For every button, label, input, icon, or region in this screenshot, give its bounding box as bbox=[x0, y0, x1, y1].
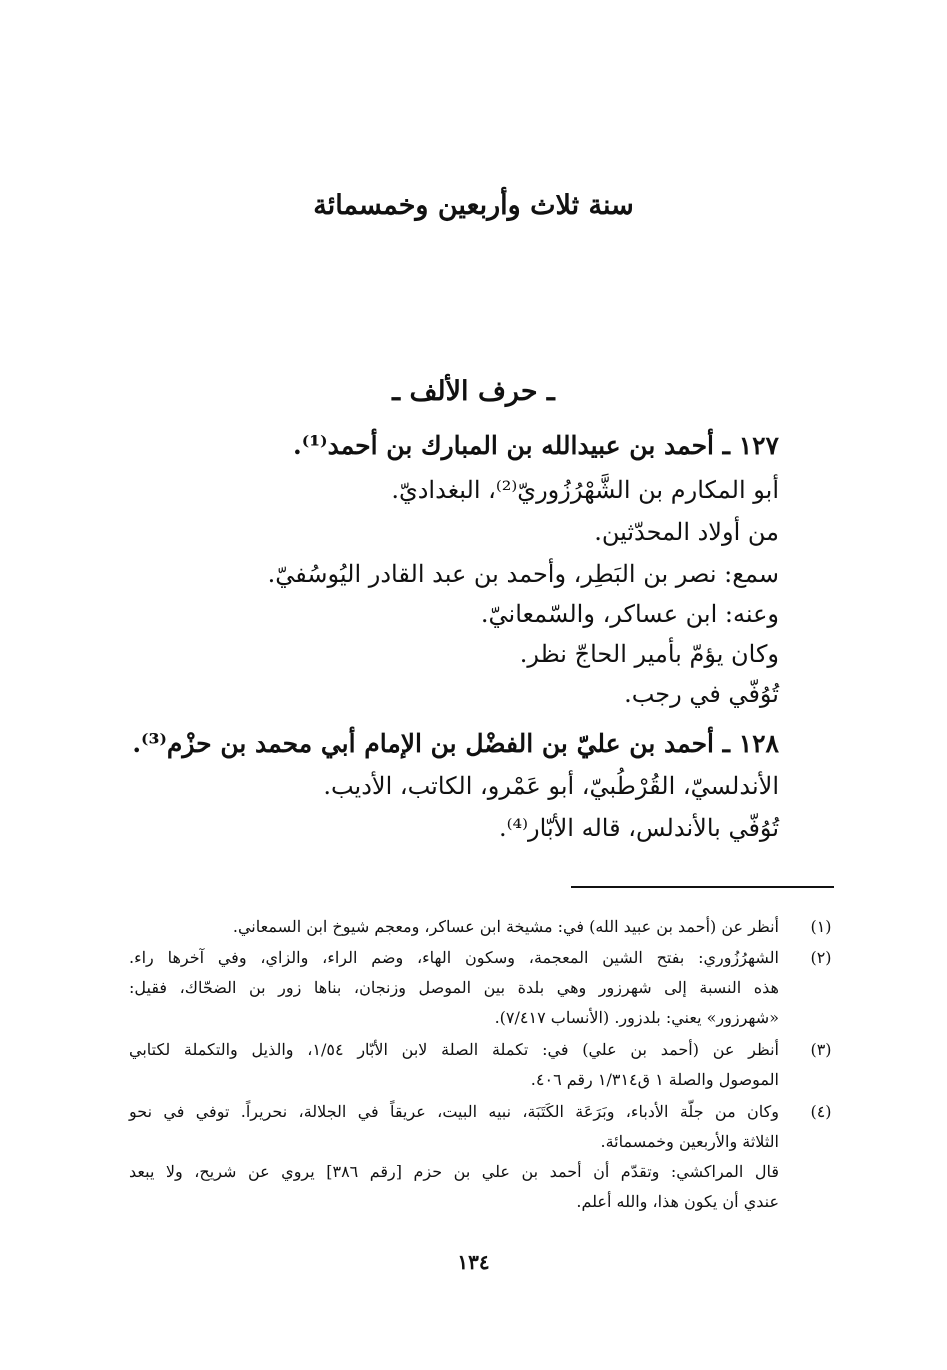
footnote-line: الثلاثة والأربعين وخمسمائة. bbox=[600, 1132, 779, 1151]
page-number: ١٣٤ bbox=[457, 1250, 490, 1274]
entry-heading: ١٢٧ ـ أحمد بن عبيدالله بن المبارك بن أحمد⁽¹⁾. bbox=[293, 431, 779, 460]
footnote-number: (٣) bbox=[810, 1040, 832, 1059]
entry-line: أبو المكارم بن الشَّهْرُزُوريّ⁽²⁾، البغداديّ. bbox=[391, 476, 779, 504]
footnote-line: أنظر عن (أحمد بن علي) في: تكملة الصلة لابن الأبّار ١/٥٤، والذيل والتكملة لكتابي bbox=[129, 1040, 779, 1059]
entry-line: تُوُفّي في رجب. bbox=[624, 680, 779, 708]
entry-line: تُوُفّي بالأندلس، قاله الأبّار⁽⁴⁾. bbox=[498, 814, 779, 842]
entry-line: من أولاد المحدّثين. bbox=[594, 518, 779, 546]
entry-line: الأندلسيّ، القُرْطُبيّ، أبو عَمْرو، الكاتب، الأديب. bbox=[323, 772, 779, 800]
footnote-line: أنظر عن (أحمد بن عبيد الله) في: مشيخة ابن عساكر، ومعجم شيوخ ابن السمعاني. bbox=[232, 917, 779, 936]
footnote-line: وكان من جلّة الأدباء، وبَرَعَة الكَتَبَة، نبيه البيت، عريقاً في الجلالة، نحريراً. توفي في نحو bbox=[129, 1102, 779, 1121]
footnote-number: (٢) bbox=[810, 948, 832, 967]
entry-line: وعنه: ابن عساكر، والسّمعانيّ. bbox=[480, 600, 779, 628]
entry-line: وكان يؤمّ بأمير الحاجّ نظر. bbox=[519, 640, 779, 668]
entry-line: سمع: نصر بن البَطِر، وأحمد بن عبد القادر اليُوسُفيّ. bbox=[267, 560, 779, 588]
footnote-divider bbox=[571, 886, 834, 888]
footnote-line: عندي أن يكون هذا، والله أعلم. bbox=[576, 1192, 779, 1211]
footnote-line: هذه النسبة إلى شهرزور وهي بلدة بين الموصل وزنجان، بناها زور بن الضحّاك، فقيل: bbox=[129, 978, 779, 997]
footnote-line: الموصول والصلة ١ ق١/٣١٤ رقم ٤٠٦. bbox=[530, 1070, 779, 1089]
footnote-number: (١) bbox=[810, 917, 832, 936]
entry-heading: ١٢٨ ـ أحمد بن عليّ بن الفضْل بن الإمام أبي محمد بن حزْم⁽³⁾. bbox=[132, 729, 779, 758]
footnote-number: (٤) bbox=[810, 1102, 832, 1121]
footnote-line: الشهرُزُوري: بفتح الشين المعجمة، وسكون الهاء، وضم الراء، والزاي، وفي آخرها راء. bbox=[129, 948, 779, 967]
footnote-line: «شهرزور» يعني: بلدزور. (الأنساب ٧/٤١٧). bbox=[494, 1008, 779, 1027]
footnote-line: قال المراكشي: وتقدّم أن أحمد بن علي بن حزم [رقم ٣٨٦] يروي عن شريح، ولا يبعد bbox=[129, 1162, 780, 1181]
section-title: سنة ثلاث وأربعين وخمسمائة bbox=[313, 190, 634, 221]
chapter-title: ـ حرف الألف ـ bbox=[392, 376, 555, 407]
